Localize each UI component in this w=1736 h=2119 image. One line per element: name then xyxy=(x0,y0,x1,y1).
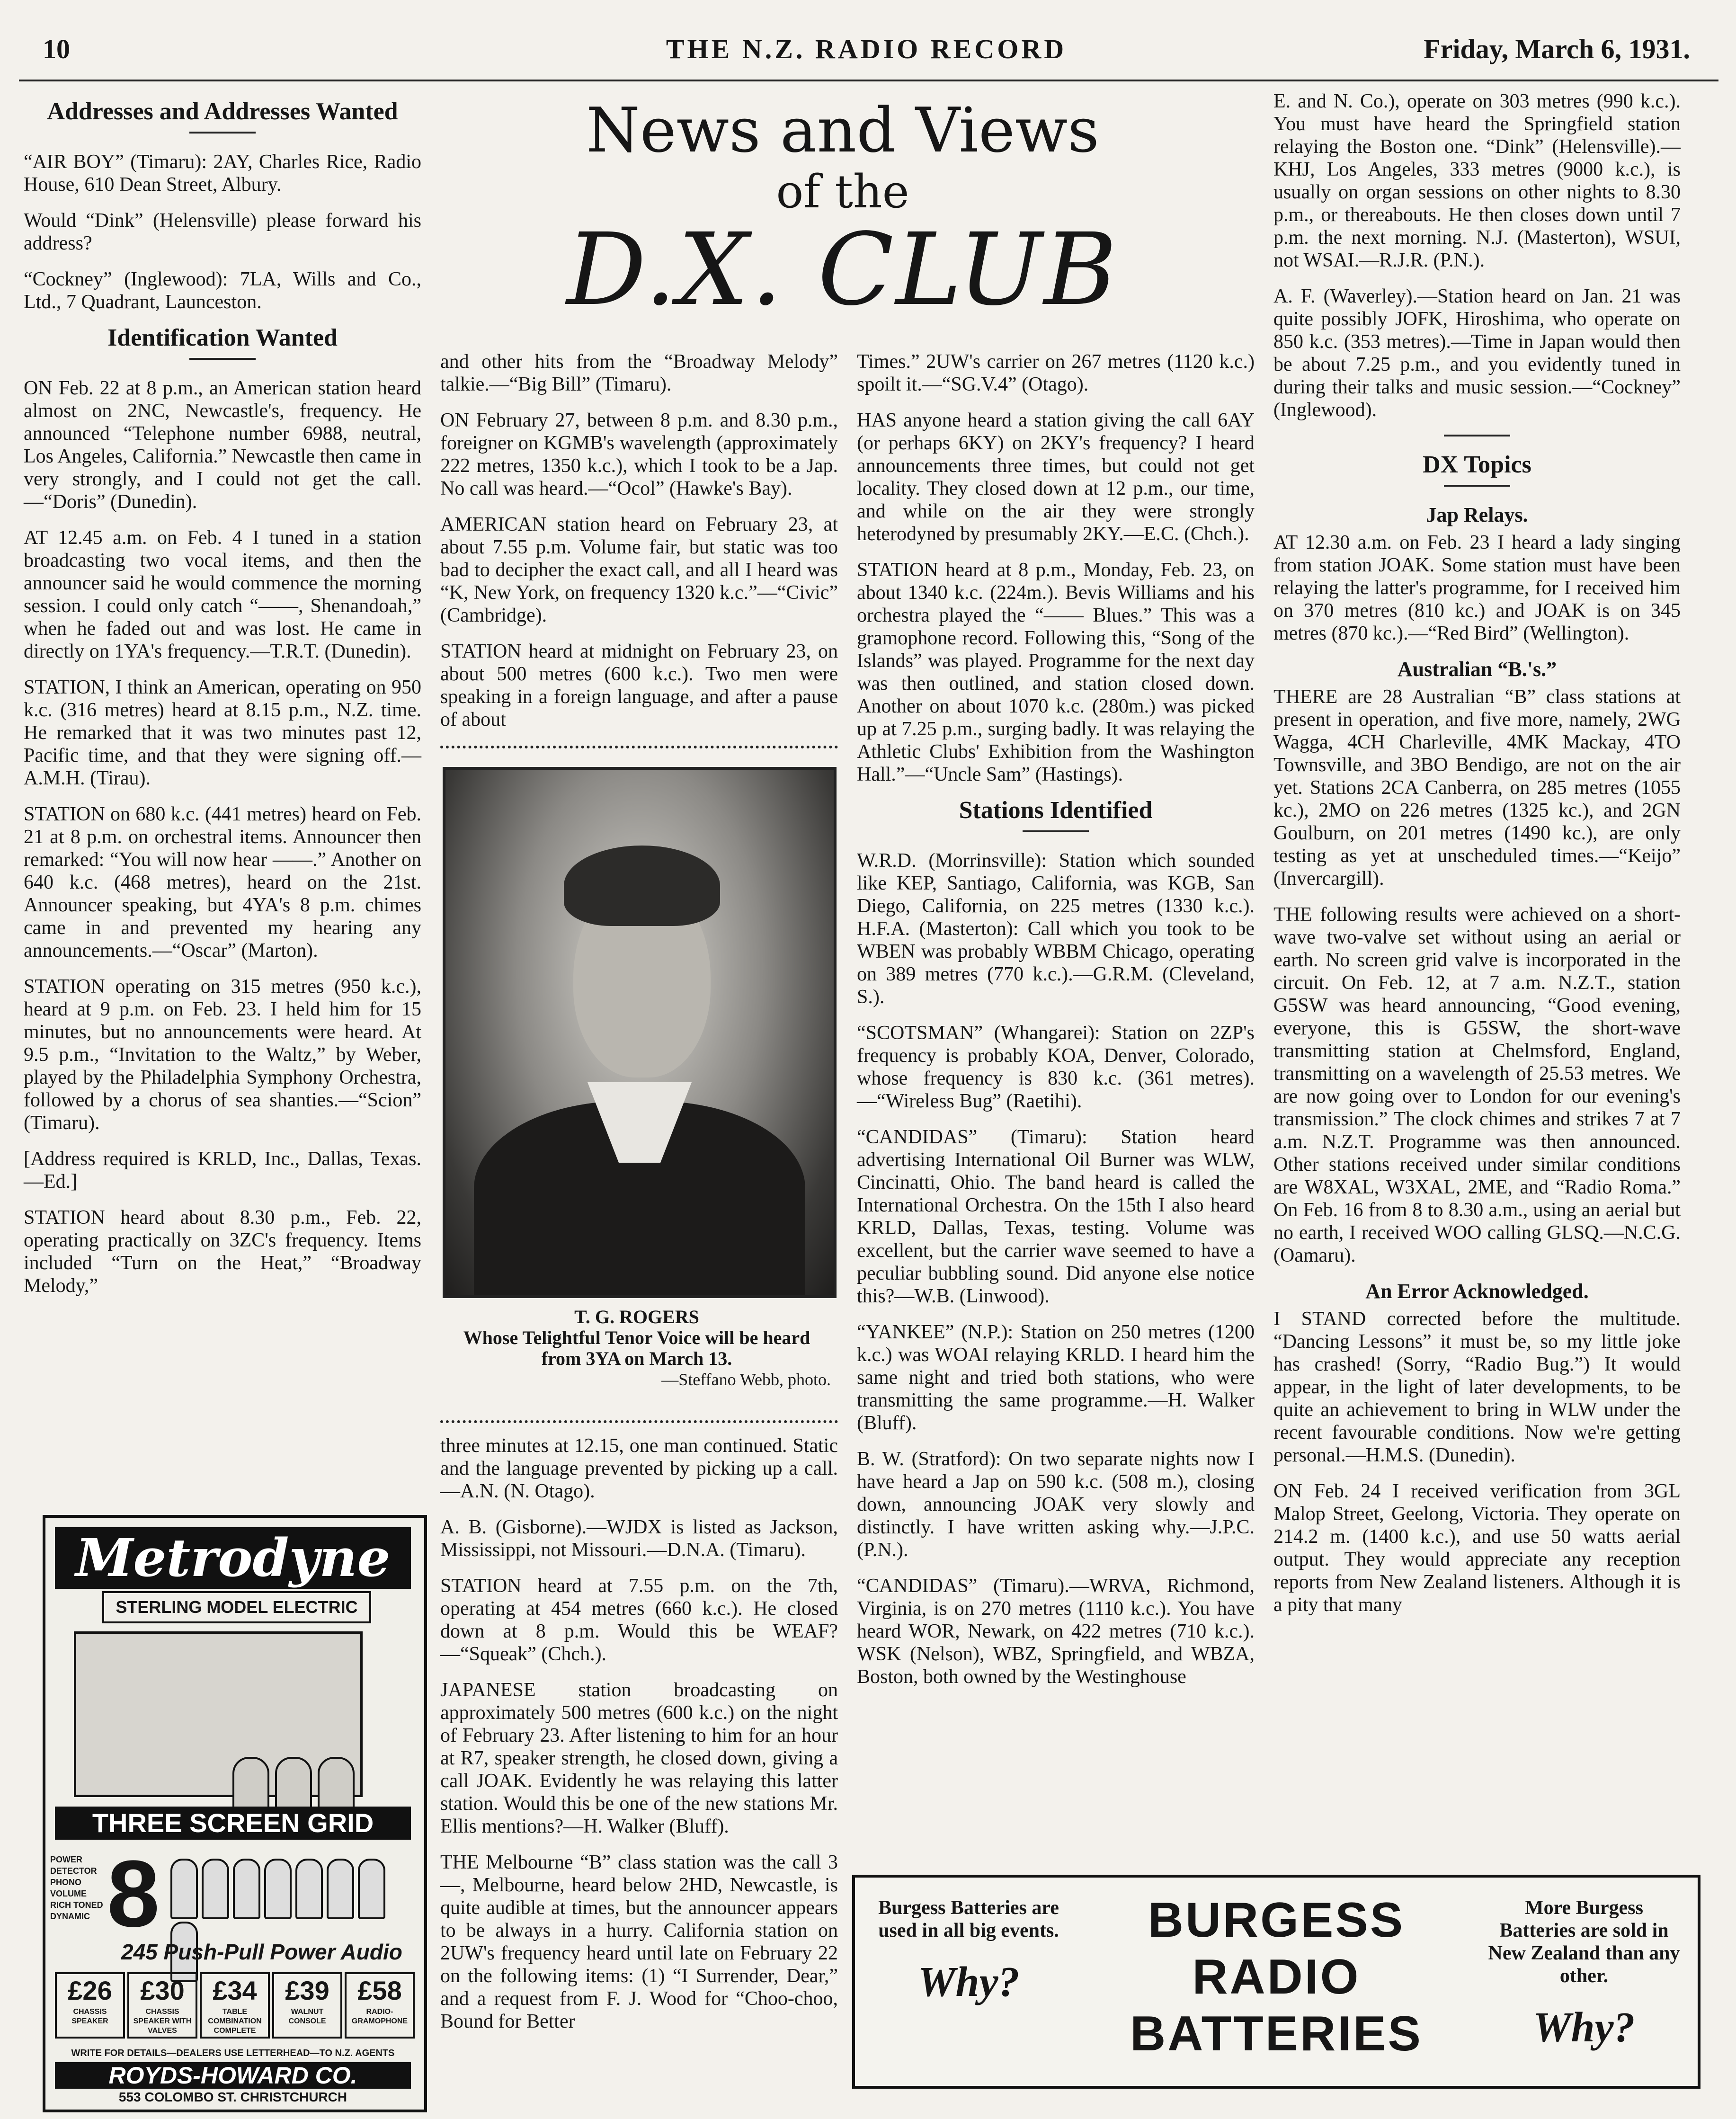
article: HAS anyone heard a station giving the call 6AY (or perhaps 6KY) on 2KY's frequency? I heard announcements three times, but could not get locality. They closed down at 12 p.m., our time, and while on the air they were strongly heterodyned by presumably 2KY.—E.C. (Chch.). xyxy=(857,410,1255,545)
jap-relays-heading: Jap Relays. xyxy=(1426,503,1528,526)
burgess-line-1: BURGESS xyxy=(1148,1893,1405,1948)
article: AT 12.45 a.m. on Feb. 4 I tuned in a station broadcasting two vocal items, and then the announcer said he would commence the morning session. I could only catch “——, Shenandoah,” when he faded out and was lost. He came in directly on 1YA's frequency.—T.R.T. (Dunedin). xyxy=(24,527,421,662)
article: “YANKEE” (N.P.): Station on 250 metres (1200 k.c.) was WOAI relaying KRLD. I heard him the same night and tried both stations, who were transmitting the same programme.—H. Walker (Bluff). xyxy=(857,1321,1255,1434)
article: Would “Dink” (Helensville) please forward his address? xyxy=(24,210,421,254)
masthead: THE N.Z. RADIO RECORD xyxy=(666,34,1067,64)
ad-eight: 8 xyxy=(107,1841,160,1947)
burgess-right-why: Why? xyxy=(1533,2004,1635,2051)
photo-caption xyxy=(443,1307,831,1390)
valve-icon xyxy=(327,1859,354,1919)
title-line-2: of the xyxy=(776,165,909,218)
article: STATION heard about 8.30 p.m., Feb. 22, operating practically on 3ZC's frequency. Items included “Turn on the Heat,” “Broadway Melody,” xyxy=(24,1207,421,1297)
dotted-divider xyxy=(440,746,838,755)
column-4 xyxy=(1273,90,1681,1629)
burgess-advertisement xyxy=(852,1875,1700,2089)
valve-icon xyxy=(275,1757,312,1813)
burgess-right xyxy=(1485,1896,1683,2054)
australian-heading: Australian “B.'s.” xyxy=(1397,658,1557,681)
price-box xyxy=(200,1972,270,2039)
column-2-top xyxy=(440,350,838,744)
ad-model: STERLING MODEL ELECTRIC xyxy=(102,1591,371,1623)
price-amount: £58 xyxy=(357,1976,402,2005)
title-line-1: News and Views xyxy=(586,94,1099,166)
portrait-photo xyxy=(443,767,837,1298)
article: STATION operating on 315 metres (950 k.c.), heard at 9 p.m. on Feb. 23. I held him for 15 minutes, but no announcements were heard. At 9.5 p.m., “Invitation to the Waltz,” by Weber, played by the Philadelphia Symphony Orchestra, followed by a chorus of sea shanties.—“Scion” (Timaru). xyxy=(24,976,421,1134)
ad-brand: Metrodyne xyxy=(55,1527,411,1589)
caption-text: Whose Telightful Tenor Voice will be heard from 3YA on March 13. xyxy=(463,1327,810,1369)
burgess-center xyxy=(1092,1892,1461,2062)
article: ON February 27, between 8 p.m. and 8.30 p.m., foreigner on KGMB's wavelength (approximately 222 metres, 1350 k.c.), which I took to be a Jap. No call was heard.—“Ocol” (Hawke's Bay). xyxy=(440,410,838,499)
article: A. B. (Gisborne).—WJDX is listed as Jackson, Mississippi, not Missouri.—D.N.A. (Timaru). xyxy=(440,1516,838,1561)
article: THE following results were achieved on a short-wave two-valve set without using an aerial or earth. No screen grid valve is incorporated in the circuit. On Feb. 12, at 7 a.m. N.Z.T., station G5SW was heard announcing, “Good evening, everyone, this is G5SW, the short-wave transmitting station at Chelmsford, England, transmitting on a wavelength of 25.53 metres. We are now going over to London for our evening's transmission.” The clock chimes and strikes 7 at 7 a.m. N.Z.T. Programme was then announced. Other stations received under similar conditions are W8XAL, W3XAL, 2ME, and “Radio Roma.” On Feb. 16 from 8 to 8.30 a.m., using an aerial but no earth, I received WOO calling GLSQ.—N.C.G. (Oamaru). xyxy=(1273,904,1681,1266)
valve-icon xyxy=(170,1859,198,1919)
title-line-3: D.X. CLUB xyxy=(566,212,1119,328)
column-3 xyxy=(857,350,1255,1701)
ad-three-screen-grid: THREE SCREEN GRID xyxy=(55,1807,411,1840)
article: STATION heard at 8 p.m., Monday, Feb. 23, on about 1340 k.c. (224m.). Bevis Williams and his orchestra played the “—— Blues.” This was a gramophone record. Following this, “Song of the Islands” was played. Programme for the next day was then outlined, and station closed down. Another on about 1070 k.c. (280m.) was picked up at 7.25 p.m., surging badly. It was relaying the Athletic Clubs' Exhibition from the Washington Hall.”—“Uncle Sam” (Hastings). xyxy=(857,559,1255,785)
valve-icon xyxy=(295,1859,323,1919)
article: STATION heard at midnight on February 23, on about 500 metres (600 k.c.). Two men were speaking in a foreign language, and after a pause of about xyxy=(440,641,838,730)
valves-row-illustration xyxy=(169,1859,415,1930)
price-amount: £34 xyxy=(213,1976,257,2005)
valve-icon xyxy=(233,1859,260,1919)
price-box xyxy=(272,1972,342,2039)
addresses-heading: Addresses and Addresses Wanted xyxy=(47,98,398,125)
page-number: 10 xyxy=(43,34,70,64)
ad-write-for-details: WRITE FOR DETAILS—DEALERS USE LETTERHEAD—TO N.Z. AGENTS xyxy=(71,2048,395,2058)
price-label: CHASSIS SPEAKER WITH VALVES xyxy=(133,2008,192,2035)
price-label: RADIO-GRAMOPHONE xyxy=(351,2008,408,2025)
price-label: WALNUT CONSOLE xyxy=(288,2008,326,2025)
divider xyxy=(189,132,256,134)
article: AMERICAN station heard on February 23, at about 7.55 p.m. Volume fair, but static was too bad to decipher the exact call, and all I heard was “K, New York, on frequency 1320 k.c.”—“Civic” (Cambridge). xyxy=(440,514,838,626)
radio-chassis-illustration xyxy=(74,1631,363,1797)
price-amount: £30 xyxy=(140,1976,185,2005)
article: ON Feb. 22 at 8 p.m., an American station heard almost on 2NC, Newcastle's, frequency. He announced “Telephone number 6988, neutral, Los Angeles, California.” Newcastle then came in very strongly, and I could not get the call.—“Doris” (Dunedin). xyxy=(24,377,421,513)
burgess-left-text: Burgess Batteries are used in all big events. xyxy=(878,1897,1059,1941)
article: “Cockney” (Inglewood): 7LA, Wills and Co., Ltd., 7 Quadrant, Launceston. xyxy=(24,268,421,313)
burgess-right-text: More Burgess Batteries are sold in New Zealand than any other. xyxy=(1488,1897,1680,1987)
burgess-left-why: Why? xyxy=(917,1959,1020,2005)
ad-features: POWER DETECTOR PHONO VOLUME RICH TONED DYNAMIC xyxy=(50,1855,103,1921)
article: AT 12.30 a.m. on Feb. 23 I heard a lady singing from station JOAK. Some station must have been relaying the latter's programme, for I received him on 370 metres (810 kc.) and JOAK is on 345 metres (870 kc.).—“Red Bird” (Wellington). xyxy=(1273,532,1681,644)
ad-prices xyxy=(55,1972,415,2039)
divider xyxy=(1444,485,1510,487)
price-box xyxy=(127,1972,197,2039)
article: W.R.D. (Morrinsville): Station which sounded like KEP, Santiago, California, was KGB, San Diego, California, on 225 metres (1330 k.c.). H.F.A. (Masterton): Call which you took to be WBEN was probably WBBM Chicago, operating on 389 metres (770 k.c.).—G.R.M. (Cleveland, S.). xyxy=(857,850,1255,1008)
article: three minutes at 12.15, one man continued. Static and the language prevented by picking up a call.—A.N. (N. Otago). xyxy=(440,1435,838,1502)
article: THE Melbourne “B” class station was the call 3—, Melbourne, heard below 2HD, Newcastle, is quite audible at times, but the announcer appears to be always in a hurry. California station on 2UW's frequency heard until late on February 22 on the following items: (1) “I Surrender, Dear,” and a request from F. J. Wood for “Choo-choo, Bound for Better xyxy=(440,1852,838,2032)
caption-name: T. G. ROGERS xyxy=(574,1306,699,1327)
price-amount: £26 xyxy=(68,1976,112,2005)
column-1 xyxy=(24,90,421,1310)
divider xyxy=(1023,830,1089,832)
divider xyxy=(1444,435,1510,436)
dx-topics-heading: DX Topics xyxy=(1423,451,1531,478)
caption-credit: —Steffano Webb, photo. xyxy=(661,1370,831,1389)
dotted-divider xyxy=(440,1420,838,1430)
ad-push-pull: 245 Push-Pull Power Audio xyxy=(121,1940,402,1964)
price-box xyxy=(345,1972,415,2039)
burgess-line-2: RADIO xyxy=(1192,1950,1361,2004)
valve-icon xyxy=(358,1859,385,1919)
page-header xyxy=(43,33,1690,71)
valve-icon xyxy=(232,1757,269,1813)
article: THERE are 28 Australian “B” class stations at present in operation, and five more, namely, 2WG Wagga, 4CH Charleville, 4MK Mackay, 4TO Townsville, and 3BO Bendigo, are not on the air yet. Stations 2CA Canberra, on 285 metres (1055 kc.), 2MO on 226 metres (1325 kc.), and 2GN Goulburn, on 201 metres (1490 kc.), are only testing as yet at unscheduled times.—“Keijo” (Invercargill). xyxy=(1273,686,1681,890)
price-label: TABLE COMBINATION COMPLETE xyxy=(208,2008,262,2035)
valve-icon xyxy=(202,1859,229,1919)
issue-date: Friday, March 6, 1931. xyxy=(1424,34,1690,64)
hair-shape xyxy=(564,846,720,926)
valve-icon xyxy=(264,1859,292,1919)
article: STATION heard at 7.55 p.m. on the 7th, operating at 454 metres (660 k.c.). He closed down at 8 p.m. Would this be WEAF?—“Squeak” (Chch.). xyxy=(440,1575,838,1665)
ad-address: 553 COLOMBO ST. CHRISTCHURCH xyxy=(118,2090,347,2104)
price-amount: £39 xyxy=(285,1976,329,2005)
ident-heading: Identification Wanted xyxy=(107,324,338,351)
price-box xyxy=(55,1972,125,2039)
article: I STAND corrected before the multitude. “Dancing Lessons” it must be, so my little joke has crashed! (Sorry, “Radio Bug.”) It would appear, in the light of later developments, to be quite an achievement to bring in WLW under the recent favourable conditions. Now we're getting personal.—H.M.S. (Dunedin). xyxy=(1273,1308,1681,1466)
article: “CANDIDAS” (Timaru): Station heard advertising International Oil Burner was WLW, Cincinatti, Ohio. The band heard is called the International Orchestra. On the 15th I also heard KRLD, Dallas, Texas, testing. Volume was excellent, but the carrier wave seemed to have a peculiar bubbling sound. Did anyone else notice this?—W.B. (Linwood). xyxy=(857,1126,1255,1307)
error-heading: An Error Acknowledged. xyxy=(1365,1280,1589,1303)
title-block xyxy=(440,94,1245,328)
burgess-line-3: BATTERIES xyxy=(1130,2006,1423,2061)
price-label: CHASSIS SPEAKER xyxy=(71,2008,108,2025)
burgess-left xyxy=(869,1896,1068,2008)
article: B. W. (Stratford): On two separate nights now I have heard a Jap on 590 k.c. (508 m.), closing down, announcing JOAK very slowly and distinctly. I have written asking why.—J.P.C. (P.N.). xyxy=(857,1448,1255,1561)
ad-company: ROYDS-HOWARD CO. xyxy=(55,2062,411,2089)
divider xyxy=(189,358,256,360)
article: E. and N. Co.), operate on 303 metres (990 k.c.). You must have heard the Springfield station relaying the Boston one. “Dink” (Helensville).—KHJ, Los Angeles, 333 metres (9000 k.c.), is usually on organ sessions on other nights to 8.30 p.m., or thereabouts. He then closes down until 7 p.m. the next morning. N.J. (Masterton), WSUI, not WSAI.—R.J.R. (P.N.). xyxy=(1273,90,1681,271)
header-rule xyxy=(19,80,1718,81)
article: “AIR BOY” (Timaru): 2AY, Charles Rice, Radio House, 610 Dean Street, Albury. xyxy=(24,151,421,196)
article: STATION, I think an American, operating on 950 k.c. (316 metres) heard at 8.15 p.m., N.Z. time. He remarked that it was two minutes past 12, Pacific time, and that they were signing off.—A.M.H. (Tirau). xyxy=(24,677,421,789)
article: “CANDIDAS” (Timaru).—WRVA, Richmond, Virginia, is on 270 metres (1110 k.c.). You have heard WOR, Newark, on 422 metres (710 k.c.). WSK (Nelson), WBZ, Springfield, and WBZA, Boston, both owned by the Westinghouse xyxy=(857,1575,1255,1688)
article: STATION on 680 k.c. (441 metres) heard on Feb. 21 at 8 p.m. on orchestral items. Announcer then remarked: “You will now hear ——.” Another on 640 k.c. (468 metres), heard on the 21st. Announcer speaking, but 4YA's 8 p.m. chimes came in and prevented my hearing any announcements.—“Oscar” (Marton). xyxy=(24,803,421,962)
article: A. F. (Waverley).—Station heard on Jan. 21 was quite possibly JOFK, Hiroshima, who operate on 850 k.c. (353 metres).—Time in Japan would then be about 7.25 p.m., and you evidently tuned in during their talks and music session.—“Cockney” (Inglewood). xyxy=(1273,285,1681,421)
article: ON Feb. 24 I received verification from 3GL Malop Street, Geelong, Victoria. They operate on 214.2 m. (1400 k.c.), and use 50 watts aerial output. They would appreciate any reception reports from New Zealand listeners. Although it is a pity that many xyxy=(1273,1480,1681,1616)
column-2-bottom xyxy=(440,1434,838,2046)
article: and other hits from the “Broadway Melody” talkie.—“Big Bill” (Timaru). xyxy=(440,351,838,395)
article: JAPANESE station broadcasting on approximately 500 metres (600 k.c.) on the night of February 23. After listening to him for an hour at R7, speaker strength, he closed down, giving a call JOAK. Evidently he was relaying this latter station. Would this be one of the new stations Mr. Ellis mentions?—H. Walker (Bluff). xyxy=(440,1679,838,1837)
article: [Address required is KRLD, Inc., Dallas, Texas.—Ed.] xyxy=(24,1148,421,1193)
article: Times.” 2UW's carrier on 267 metres (1120 k.c.) spoilt it.—“SG.V.4” (Otago). xyxy=(857,351,1255,395)
valve-icon xyxy=(318,1757,355,1813)
metrodyne-advertisement xyxy=(43,1515,427,2112)
stations-heading: Stations Identified xyxy=(959,797,1153,824)
article: “SCOTSMAN” (Whangarei): Station on 2ZP's frequency is probably KOA, Denver, Colorado, whose frequency is 830 k.c. (361 metres).—“Wireless Bug” (Raetihi). xyxy=(857,1022,1255,1112)
